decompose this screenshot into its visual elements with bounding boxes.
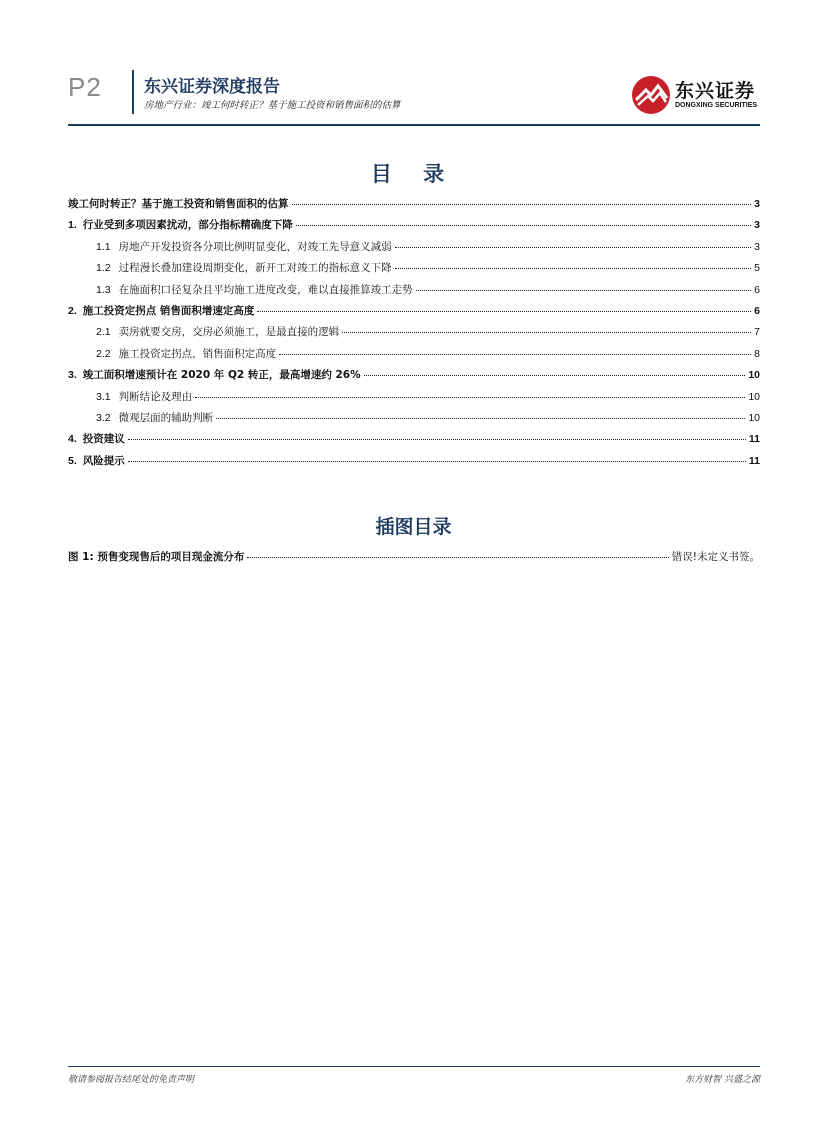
toc-leader-dots [364,375,746,376]
toc-entry-number: 5. [68,454,77,467]
toc-leader-dots [292,204,752,205]
toc-leader-dots [279,354,751,355]
toc-entry-text: 判断结论及理由 [118,390,193,403]
toc-leader-dots [416,290,752,291]
toc-entry-page: 11 [748,454,760,467]
toc-entry-number: 1.1 [96,240,111,253]
figure-entry-label: 图 1: 预售变现售后的项目现金流分布 [68,551,245,563]
toc-entry-page: 7 [754,326,760,339]
report-header [68,66,760,126]
toc-entry-page: 3 [754,219,760,232]
toc-entry[interactable] [68,324,760,345]
toc-entry[interactable] [68,196,760,217]
toc-entry-number: 1.3 [96,283,111,296]
toc-entry-text: 卖房就要交房，交房必须施工，是最直接的逻辑 [118,326,340,339]
toc-entry-page: 10 [748,369,760,382]
toc-entry-page: 5 [754,262,760,275]
toc-entry-text: 竣工面积增速预计在 2020 年 Q2 转正，最高增速约 26% [82,369,361,382]
toc-entry-page: 3 [754,240,760,253]
toc-entry-page: 8 [754,347,760,360]
footer-slogan: 东方财智 兴盛之源 [685,1075,760,1085]
toc-entry-page: 10 [748,411,760,424]
toc-entry[interactable] [68,217,760,238]
toc-leader-dots [257,311,751,312]
toc-leader-dots [128,439,746,440]
toc-entry-number: 3.2 [96,411,111,424]
toc-entry-number: 2.2 [96,347,111,360]
figure-index-title: 插图目录 [375,516,452,538]
toc-entry-text: 施工投资定拐点 销售面积增速定高度 [82,304,255,317]
toc-entry[interactable] [68,260,760,281]
figure-entry-page: 错误!未定义书签。 [671,551,760,563]
figure-entry[interactable] [68,549,760,564]
brand-title: 东兴证券深度报告 [144,77,280,97]
toc-entry-text: 微观层面的辅助判断 [118,411,214,424]
toc-entry-text: 竣工何时转正？基于施工投资和销售面积的估算 [68,198,289,210]
toc-entry-text: 行业受到多项因素扰动，部分指标精确度下降 [82,219,293,232]
toc-entry[interactable] [68,303,760,324]
footer-disclaimer: 敬请参阅报告结尾处的免责声明 [68,1075,195,1085]
toc-entry-page: 3 [754,198,760,210]
toc-entry-number: 2. [68,304,77,317]
header-rule [68,124,760,126]
report-subtitle: 房地产行业：竣工何时转正？基于施工投资和销售面积的估算 [144,100,401,111]
toc-entry-text: 投资建议 [82,433,125,446]
toc-entry-page: 11 [748,433,760,446]
toc-entry-text: 房地产开发投资各分项比例明显变化，对竣工先导意义减弱 [118,240,392,253]
company-logo [630,74,760,118]
toc-entry[interactable] [68,389,760,410]
toc-entry-text: 施工投资定拐点，销售面积定高度 [118,347,277,360]
toc-entry-number: 3. [68,369,77,382]
header-divider [132,70,134,114]
figure-leader-dots [247,557,668,558]
toc-entry-page: 10 [748,390,760,403]
toc-entry-text: 在施面积口径复杂且平均施工进度改变，难以直接推算竣工走势 [118,283,413,296]
toc-entry-number: 4. [68,433,77,446]
footer-rule [68,1066,760,1067]
toc-entry-page: 6 [754,283,760,296]
toc-entry[interactable] [68,282,760,303]
toc-entry[interactable] [68,453,760,474]
toc-entry-number: 1.2 [96,262,111,275]
toc-entry-number: 2.1 [96,326,111,339]
logo-mark-icon [630,74,672,116]
toc-leader-dots [216,418,745,419]
figure-index [68,549,760,564]
toc-leader-dots [342,332,751,333]
toc-entry-page: 6 [754,304,760,317]
toc-entry[interactable] [68,346,760,367]
logo-english-text: DONGXING SECURITIES [675,102,758,109]
toc-entry[interactable] [68,410,760,431]
toc-entry[interactable] [68,239,760,260]
toc-entry[interactable] [68,367,760,388]
toc-leader-dots [395,268,752,269]
toc-entry-text: 风险提示 [82,454,125,467]
toc-entry[interactable] [68,431,760,452]
toc-title: 目 录 [370,162,457,186]
toc-entry-number: 3.1 [96,390,111,403]
toc-leader-dots [296,225,751,226]
toc-entry-number: 1. [68,219,77,232]
page-number: P2 [68,72,102,102]
toc-leader-dots [195,397,745,398]
toc-entry-text: 过程漫长叠加建设周期变化，新开工对竣工的指标意义下降 [118,262,392,275]
table-of-contents [68,196,760,474]
toc-leader-dots [395,247,752,248]
logo-chinese-text: 东兴证券 [675,80,756,102]
toc-leader-dots [128,461,746,462]
